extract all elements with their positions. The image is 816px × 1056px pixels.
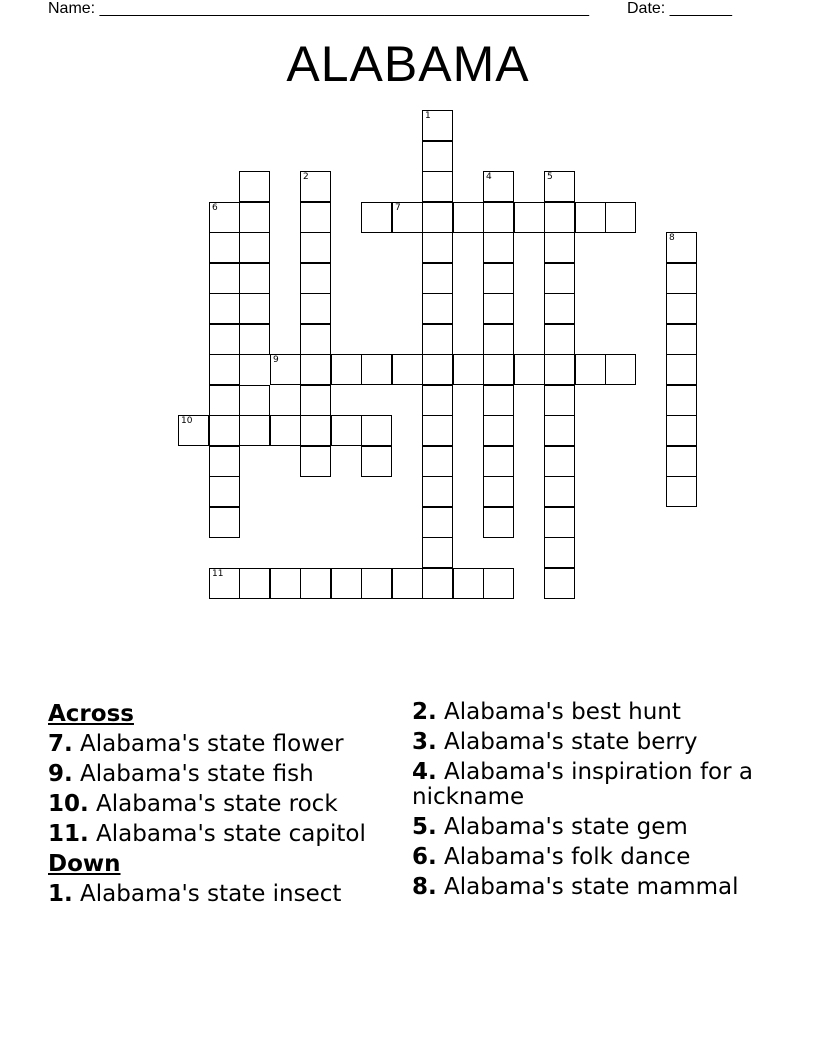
grid-cell[interactable] bbox=[666, 263, 697, 294]
clue-text: Alabama's best hunt bbox=[436, 699, 681, 725]
clue-text: Alabama's state mammal bbox=[436, 874, 739, 900]
clue-text: Alabama's state gem bbox=[436, 814, 688, 840]
grid-cell[interactable] bbox=[544, 507, 575, 538]
clue-number: 6. bbox=[412, 844, 437, 870]
cell-number: 11 bbox=[212, 569, 224, 579]
name-field-line: Name: _______________________________________________________ bbox=[48, 0, 589, 17]
grid-cell[interactable] bbox=[209, 263, 240, 294]
grid-cell[interactable] bbox=[422, 446, 453, 477]
grid-cell[interactable] bbox=[666, 446, 697, 477]
grid-cell[interactable] bbox=[209, 202, 240, 233]
clue-number: 8. bbox=[412, 874, 437, 900]
clue-text: Alabama's state rock bbox=[88, 791, 338, 817]
grid-cell[interactable] bbox=[300, 354, 331, 385]
grid-cell[interactable] bbox=[331, 568, 362, 599]
grid-cell[interactable] bbox=[544, 232, 575, 263]
cell-number: 8 bbox=[669, 233, 675, 243]
grid-cell[interactable] bbox=[422, 202, 453, 233]
down-clue-list-left bbox=[48, 882, 388, 907]
grid-cell[interactable] bbox=[300, 171, 331, 202]
grid-cell[interactable] bbox=[666, 324, 697, 355]
grid-cell[interactable] bbox=[483, 263, 514, 294]
grid-cell[interactable] bbox=[331, 354, 362, 385]
grid-cell[interactable] bbox=[361, 202, 392, 233]
grid-cell[interactable] bbox=[209, 385, 240, 416]
grid-cell[interactable] bbox=[544, 446, 575, 477]
grid-cell[interactable] bbox=[544, 537, 575, 568]
grid-cell[interactable] bbox=[209, 232, 240, 263]
grid-cell[interactable] bbox=[239, 324, 270, 355]
grid-cell[interactable] bbox=[544, 171, 575, 202]
grid-cell[interactable] bbox=[361, 354, 392, 385]
grid-cell[interactable] bbox=[422, 171, 453, 202]
grid-cell[interactable] bbox=[300, 324, 331, 355]
clue-text: Alabama's state insect bbox=[72, 881, 342, 907]
clue-number: 3. bbox=[412, 729, 437, 755]
puzzle-title: ALABAMA bbox=[286, 36, 530, 92]
grid-cell[interactable] bbox=[422, 324, 453, 355]
grid-cell[interactable] bbox=[514, 202, 545, 233]
grid-cell[interactable] bbox=[300, 232, 331, 263]
grid-cell[interactable] bbox=[178, 415, 209, 446]
grid-cell[interactable] bbox=[239, 171, 270, 202]
grid-cell[interactable] bbox=[483, 415, 514, 446]
grid-cell[interactable] bbox=[300, 263, 331, 294]
down-heading: Down bbox=[48, 851, 121, 877]
grid-cell[interactable] bbox=[666, 232, 697, 263]
grid-cell[interactable] bbox=[544, 202, 575, 233]
grid-cell[interactable] bbox=[422, 141, 453, 172]
grid-cell[interactable] bbox=[666, 293, 697, 324]
grid-cell[interactable] bbox=[422, 476, 453, 507]
clue-item bbox=[48, 732, 388, 757]
grid-cell[interactable] bbox=[483, 354, 514, 385]
grid-cell[interactable] bbox=[666, 476, 697, 507]
grid-cell[interactable] bbox=[422, 507, 453, 538]
clue-text: Alabama's state berry bbox=[436, 729, 698, 755]
grid-cell[interactable] bbox=[331, 415, 362, 446]
grid-cell[interactable] bbox=[483, 324, 514, 355]
cell-number: 6 bbox=[212, 203, 218, 213]
grid-cell[interactable] bbox=[209, 324, 240, 355]
grid-cell[interactable] bbox=[605, 202, 636, 233]
date-field-line: Date: _______ bbox=[627, 0, 732, 17]
grid-cell[interactable] bbox=[483, 385, 514, 416]
clue-text: Alabama's state fish bbox=[72, 761, 314, 787]
grid-cell[interactable] bbox=[422, 110, 453, 141]
grid-cell[interactable] bbox=[209, 568, 240, 599]
grid-cell[interactable] bbox=[209, 354, 240, 385]
grid-cell[interactable] bbox=[544, 354, 575, 385]
grid-cell[interactable] bbox=[239, 263, 270, 294]
clue-item bbox=[412, 700, 772, 725]
grid-cell[interactable] bbox=[239, 202, 270, 233]
clues-right-column bbox=[412, 700, 772, 905]
grid-cell[interactable] bbox=[453, 202, 484, 233]
grid-cell[interactable] bbox=[422, 537, 453, 568]
grid-cell[interactable] bbox=[514, 354, 545, 385]
grid-cell[interactable] bbox=[239, 293, 270, 324]
grid-cell[interactable] bbox=[239, 385, 270, 416]
clue-text: Alabama's state capitol bbox=[88, 821, 366, 847]
grid-cell[interactable] bbox=[239, 232, 270, 263]
clue-number: 11. bbox=[48, 821, 89, 847]
grid-cell[interactable] bbox=[270, 354, 301, 385]
grid-cell[interactable] bbox=[483, 202, 514, 233]
grid-cell[interactable] bbox=[270, 568, 301, 599]
grid-cell[interactable] bbox=[300, 385, 331, 416]
clue-number: 1. bbox=[48, 881, 73, 907]
cell-number: 1 bbox=[425, 111, 431, 121]
grid-cell[interactable] bbox=[422, 232, 453, 263]
grid-cell[interactable] bbox=[392, 202, 423, 233]
grid-cell[interactable] bbox=[605, 354, 636, 385]
grid-cell[interactable] bbox=[544, 263, 575, 294]
grid-cell[interactable] bbox=[300, 293, 331, 324]
grid-cell[interactable] bbox=[422, 415, 453, 446]
cell-number: 4 bbox=[486, 172, 492, 182]
grid-cell[interactable] bbox=[209, 507, 240, 538]
grid-cell[interactable] bbox=[209, 476, 240, 507]
grid-cell[interactable] bbox=[544, 568, 575, 599]
grid-cell[interactable] bbox=[483, 568, 514, 599]
clue-item bbox=[48, 882, 388, 907]
clue-number: 7. bbox=[48, 731, 73, 757]
grid-cell[interactable] bbox=[422, 354, 453, 385]
clue-item bbox=[412, 845, 772, 870]
clue-item bbox=[412, 875, 772, 900]
grid-cell[interactable] bbox=[483, 476, 514, 507]
grid-cell[interactable] bbox=[453, 568, 484, 599]
clue-text: Alabama's inspiration for a nickname bbox=[412, 759, 753, 810]
grid-cell[interactable] bbox=[666, 415, 697, 446]
grid-cell[interactable] bbox=[270, 415, 301, 446]
grid-cell[interactable] bbox=[300, 446, 331, 477]
cell-number: 7 bbox=[395, 203, 401, 213]
grid-cell[interactable] bbox=[239, 415, 270, 446]
grid-cell[interactable] bbox=[483, 446, 514, 477]
grid-cell[interactable] bbox=[300, 202, 331, 233]
grid-cell[interactable] bbox=[544, 385, 575, 416]
grid-cell[interactable] bbox=[544, 415, 575, 446]
grid-cell[interactable] bbox=[544, 293, 575, 324]
grid-cell[interactable] bbox=[483, 293, 514, 324]
clue-item bbox=[412, 760, 772, 810]
clue-item bbox=[48, 822, 388, 847]
grid-cell[interactable] bbox=[209, 415, 240, 446]
grid-cell[interactable] bbox=[666, 385, 697, 416]
grid-cell[interactable] bbox=[483, 507, 514, 538]
clue-number: 5. bbox=[412, 814, 437, 840]
grid-cell[interactable] bbox=[575, 354, 606, 385]
grid-cell[interactable] bbox=[544, 324, 575, 355]
grid-cell[interactable] bbox=[666, 354, 697, 385]
grid-cell[interactable] bbox=[453, 354, 484, 385]
grid-cell[interactable] bbox=[361, 446, 392, 477]
down-clue-list-right bbox=[412, 700, 772, 900]
clues-left-column bbox=[48, 700, 388, 912]
cell-number: 9 bbox=[273, 355, 279, 365]
grid-cell[interactable] bbox=[483, 232, 514, 263]
clue-number: 10. bbox=[48, 791, 89, 817]
grid-cell[interactable] bbox=[361, 568, 392, 599]
cell-number: 5 bbox=[547, 172, 553, 182]
clue-item bbox=[412, 815, 772, 840]
grid-cell[interactable] bbox=[575, 202, 606, 233]
grid-cell[interactable] bbox=[392, 568, 423, 599]
across-heading: Across bbox=[48, 701, 134, 727]
clue-item bbox=[48, 792, 388, 817]
grid-cell[interactable] bbox=[300, 415, 331, 446]
clue-text: Alabama's folk dance bbox=[436, 844, 691, 870]
across-clue-list bbox=[48, 732, 388, 847]
clue-number: 4. bbox=[412, 759, 437, 785]
cell-number: 10 bbox=[181, 416, 193, 426]
grid-cell[interactable] bbox=[209, 293, 240, 324]
grid-cell[interactable] bbox=[422, 568, 453, 599]
clue-number: 9. bbox=[48, 761, 73, 787]
clue-item bbox=[412, 730, 772, 755]
grid-cell[interactable] bbox=[422, 385, 453, 416]
grid-cell[interactable] bbox=[361, 415, 392, 446]
cell-number: 2 bbox=[303, 172, 309, 182]
grid-cell[interactable] bbox=[422, 263, 453, 294]
grid-cell[interactable] bbox=[239, 568, 270, 599]
grid-cell[interactable] bbox=[544, 476, 575, 507]
grid-cell[interactable] bbox=[392, 354, 423, 385]
grid-cell[interactable] bbox=[483, 171, 514, 202]
grid-cell[interactable] bbox=[300, 568, 331, 599]
clue-text: Alabama's state flower bbox=[72, 731, 344, 757]
clue-number: 2. bbox=[412, 699, 437, 725]
grid-cell[interactable] bbox=[209, 446, 240, 477]
grid-cell[interactable] bbox=[422, 293, 453, 324]
clue-item bbox=[48, 762, 388, 787]
